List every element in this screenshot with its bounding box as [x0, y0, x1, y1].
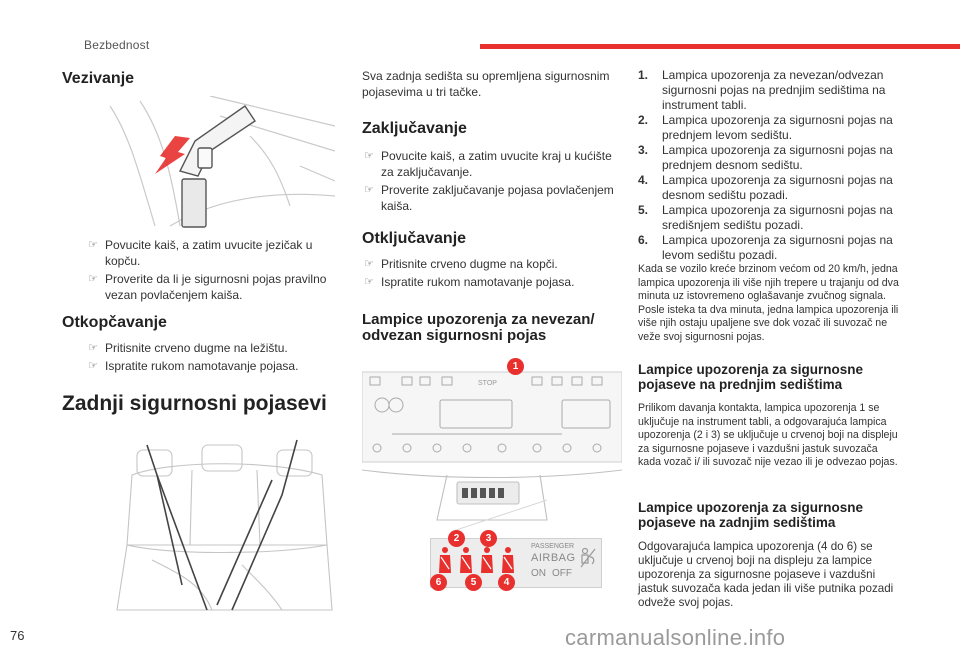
heading-line: Lampice upozorenja za sigurnosne — [638, 362, 864, 377]
list-item: 5. Lampica upozorenja za sigurnosni pojas na središnjem sedištu pozadi. — [638, 203, 893, 232]
list-item: ☞ Ispratite rukom namotavanje pojasa. — [88, 359, 299, 373]
list-item: ☞ Proverite zaključavanje pojasa povlačenjem kaiša. — [364, 183, 614, 213]
heading-line: Lampice upozorenja za nevezan/ — [362, 311, 595, 328]
bullet-marker-icon: ☞ — [88, 342, 98, 354]
heading-otkopcavanje: Otkopčavanje — [62, 314, 167, 331]
heading-vezivanje: Vezivanje — [62, 70, 135, 87]
seatbelt-lamp-icons — [435, 543, 527, 581]
rear-seats-illustration — [112, 435, 337, 615]
heading-front-seats — [638, 362, 908, 392]
bullet-marker-icon: ☞ — [88, 273, 98, 285]
instrument-cluster-illustration — [362, 360, 622, 530]
airbag-on-label: ON — [531, 568, 546, 579]
airbag-off-label: OFF — [552, 568, 572, 579]
list-item: 4. Lampica upozorenja za sigurnosni pojas na desnom sedištu pozadi. — [638, 173, 893, 202]
bullet-marker-icon: ☞ — [364, 258, 374, 270]
heading-rear-seats — [638, 500, 908, 530]
passenger-airbag-icon — [579, 547, 597, 569]
section-label: Bezbednost — [84, 38, 150, 52]
heading-otkljucavanje: Otključavanje — [362, 230, 467, 247]
warning-lamps-list — [638, 68, 898, 263]
passenger-label: PASSENGER — [531, 543, 575, 550]
heading-lampice — [362, 312, 632, 344]
list-item: 6. Lampica upozorenja za sigurnosni pojas na levom sedištu pozadi. — [638, 233, 893, 262]
warning-lamps-figure — [362, 360, 622, 615]
otkljucavanje-steps — [364, 256, 626, 292]
watermark: carmanualsonline.info — [565, 625, 786, 650]
list-item: 2. Lampica upozorenja za sigurnosni pojas na prednjem levom sedištu. — [638, 113, 893, 142]
list-item: ☞ Pritisnite crveno dugme na ležištu. — [88, 341, 288, 355]
bullet-marker-icon: ☞ — [88, 360, 98, 372]
list-item: ☞ Povucite kaiš, a zatim uvucite kraj u kućište za zaključavanje. — [364, 149, 612, 179]
list-item: 3. Lampica upozorenja za sigurnosni pojas na prednjem desnom sedištu. — [638, 143, 893, 172]
list-item: ☞ Povucite kaiš, a zatim uvucite jezičak u kopču. — [88, 238, 313, 268]
heading-line: pojaseve na zadnjim sedištima — [638, 515, 836, 530]
callout-2: 2 — [448, 530, 465, 547]
heading-zadnji-pojasevi: Zadnji sigurnosni pojasevi — [62, 392, 327, 415]
heading-zakljucavanje: Zaključavanje — [362, 120, 467, 137]
rear-belts-intro: Sva zadnja sedišta su opremljena sigurnosnim pojasevima u tri tačke. — [362, 69, 610, 99]
speed-warning-note: Kada se vozilo kreće brzinom većom od 20 km/h, jedna lampica upozorenja ili više njih trepere u trajanju od dva minuta uz istovremeno oglašavanje zvučnog signala. Posle isteka ta dva minuta, jedna lampica upozorenja ili više njih ostaju upaljene sve dok vozač ili suvozač ne veže svoj sigurnosni pojas. — [638, 263, 899, 343]
zakljucavanje-steps — [364, 148, 626, 216]
callout-4: 4 — [498, 574, 515, 591]
front-seats-text: Prilikom davanja kontakta, lampica upozorenja 1 se uključuje na instrument tabli, a odgovarajuća lampica upozorenja (2 i 3) se uključuje u crvenoj boji na displeju za sigurnosne pojaseve i vazdušni jastuk suvozača kada vozač i/ ili suvozač nije vezao ili je odvezao pojas. — [638, 402, 898, 468]
heading-line: Lampice upozorenja za sigurnosne — [638, 500, 864, 515]
callout-6: 6 — [430, 574, 447, 591]
airbag-label: AIRBAG — [531, 552, 576, 564]
vezivanje-steps — [88, 237, 333, 305]
list-item: ☞ Pritisnite crveno dugme na kopči. — [364, 257, 558, 271]
callout-1: 1 — [507, 358, 524, 375]
bullet-marker-icon: ☞ — [364, 184, 374, 196]
callout-5: 5 — [465, 574, 482, 591]
list-item: 1. Lampica upozorenja za nevezan/odvezan sigurnosni pojas na prednjim sedištima na instrument tabli. — [638, 68, 886, 112]
rear-seats-text: Odgovarajuća lampica upozorenja (4 do 6) se uključuje u crvenoj boji na displeju za lampice upozorenja za sigurnosne pojaseve i vazdušni jastuk suvozača kada jedan ili više putnika pozadi odveže svoj pojas. — [638, 540, 894, 609]
heading-line: pojaseve na prednjim sedištima — [638, 377, 843, 392]
page-number: 76 — [10, 628, 25, 643]
list-item: ☞ Ispratite rukom namotavanje pojasa. — [364, 275, 575, 289]
list-item: ☞ Proverite da li je sigurnosni pojas pravilno vezan povlačenjem kaiša. — [88, 272, 327, 302]
bullet-marker-icon: ☞ — [88, 239, 98, 251]
callout-3: 3 — [480, 530, 497, 547]
section-rule — [480, 44, 960, 49]
bullet-marker-icon: ☞ — [364, 150, 374, 162]
seatbelt-buckle-illustration — [100, 96, 335, 231]
stop-label: STOP — [478, 380, 497, 387]
otkopcavanje-steps — [88, 340, 333, 376]
heading-line: odvezan sigurnosni pojas — [362, 327, 547, 344]
bullet-marker-icon: ☞ — [364, 276, 374, 288]
